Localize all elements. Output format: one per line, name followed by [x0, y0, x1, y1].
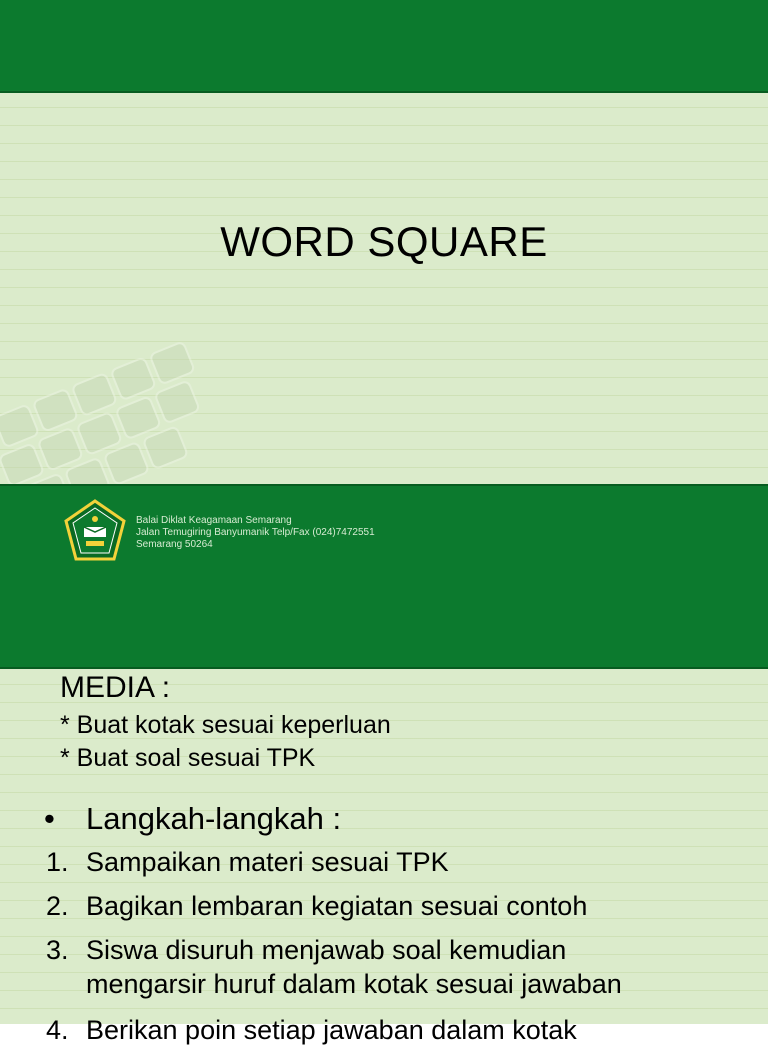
step-number: 2.	[46, 891, 69, 921]
step-number: 3.	[46, 935, 69, 965]
media-item: * Buat soal sesuai TPK	[60, 744, 316, 772]
organization-info	[136, 515, 375, 551]
media-item: * Buat kotak sesuai keperluan	[60, 711, 391, 739]
step-text-line: mengarsir huruf dalam kotak sesuai jawaban	[86, 969, 622, 999]
step-number: 1.	[46, 847, 69, 877]
org-address: Jalan Temugiring Banyumanik Telp/Fax (024)7472551	[136, 527, 375, 538]
slide-title: WORD SQUARE	[220, 218, 548, 265]
emblem-icon	[62, 499, 128, 565]
media-heading: MEDIA :	[60, 671, 171, 704]
step-text: Berikan poin setiap jawaban dalam kotak	[86, 1015, 577, 1045]
bullet-icon: •	[44, 801, 55, 836]
top-green-band	[0, 0, 768, 93]
slide2-top-green-band	[0, 577, 768, 669]
step-text-line: Siswa disuruh menjawab soal kemudian	[86, 935, 567, 965]
org-name: Balai Diklat Keagamaan Semarang	[136, 515, 292, 526]
step-text: Bagikan lembaran kegiatan sesuai contoh	[86, 891, 588, 921]
steps-heading	[44, 801, 341, 837]
keyboard-background-image	[0, 330, 290, 490]
content-slide	[0, 577, 768, 1045]
step-number: 4.	[46, 1015, 69, 1045]
org-city: Semarang 50264	[136, 539, 213, 550]
step-text	[86, 933, 622, 1001]
step-text: Sampaikan materi sesuai TPK	[86, 847, 449, 877]
steps-heading-text: Langkah-langkah :	[86, 801, 342, 836]
footer-green-band	[0, 484, 768, 578]
